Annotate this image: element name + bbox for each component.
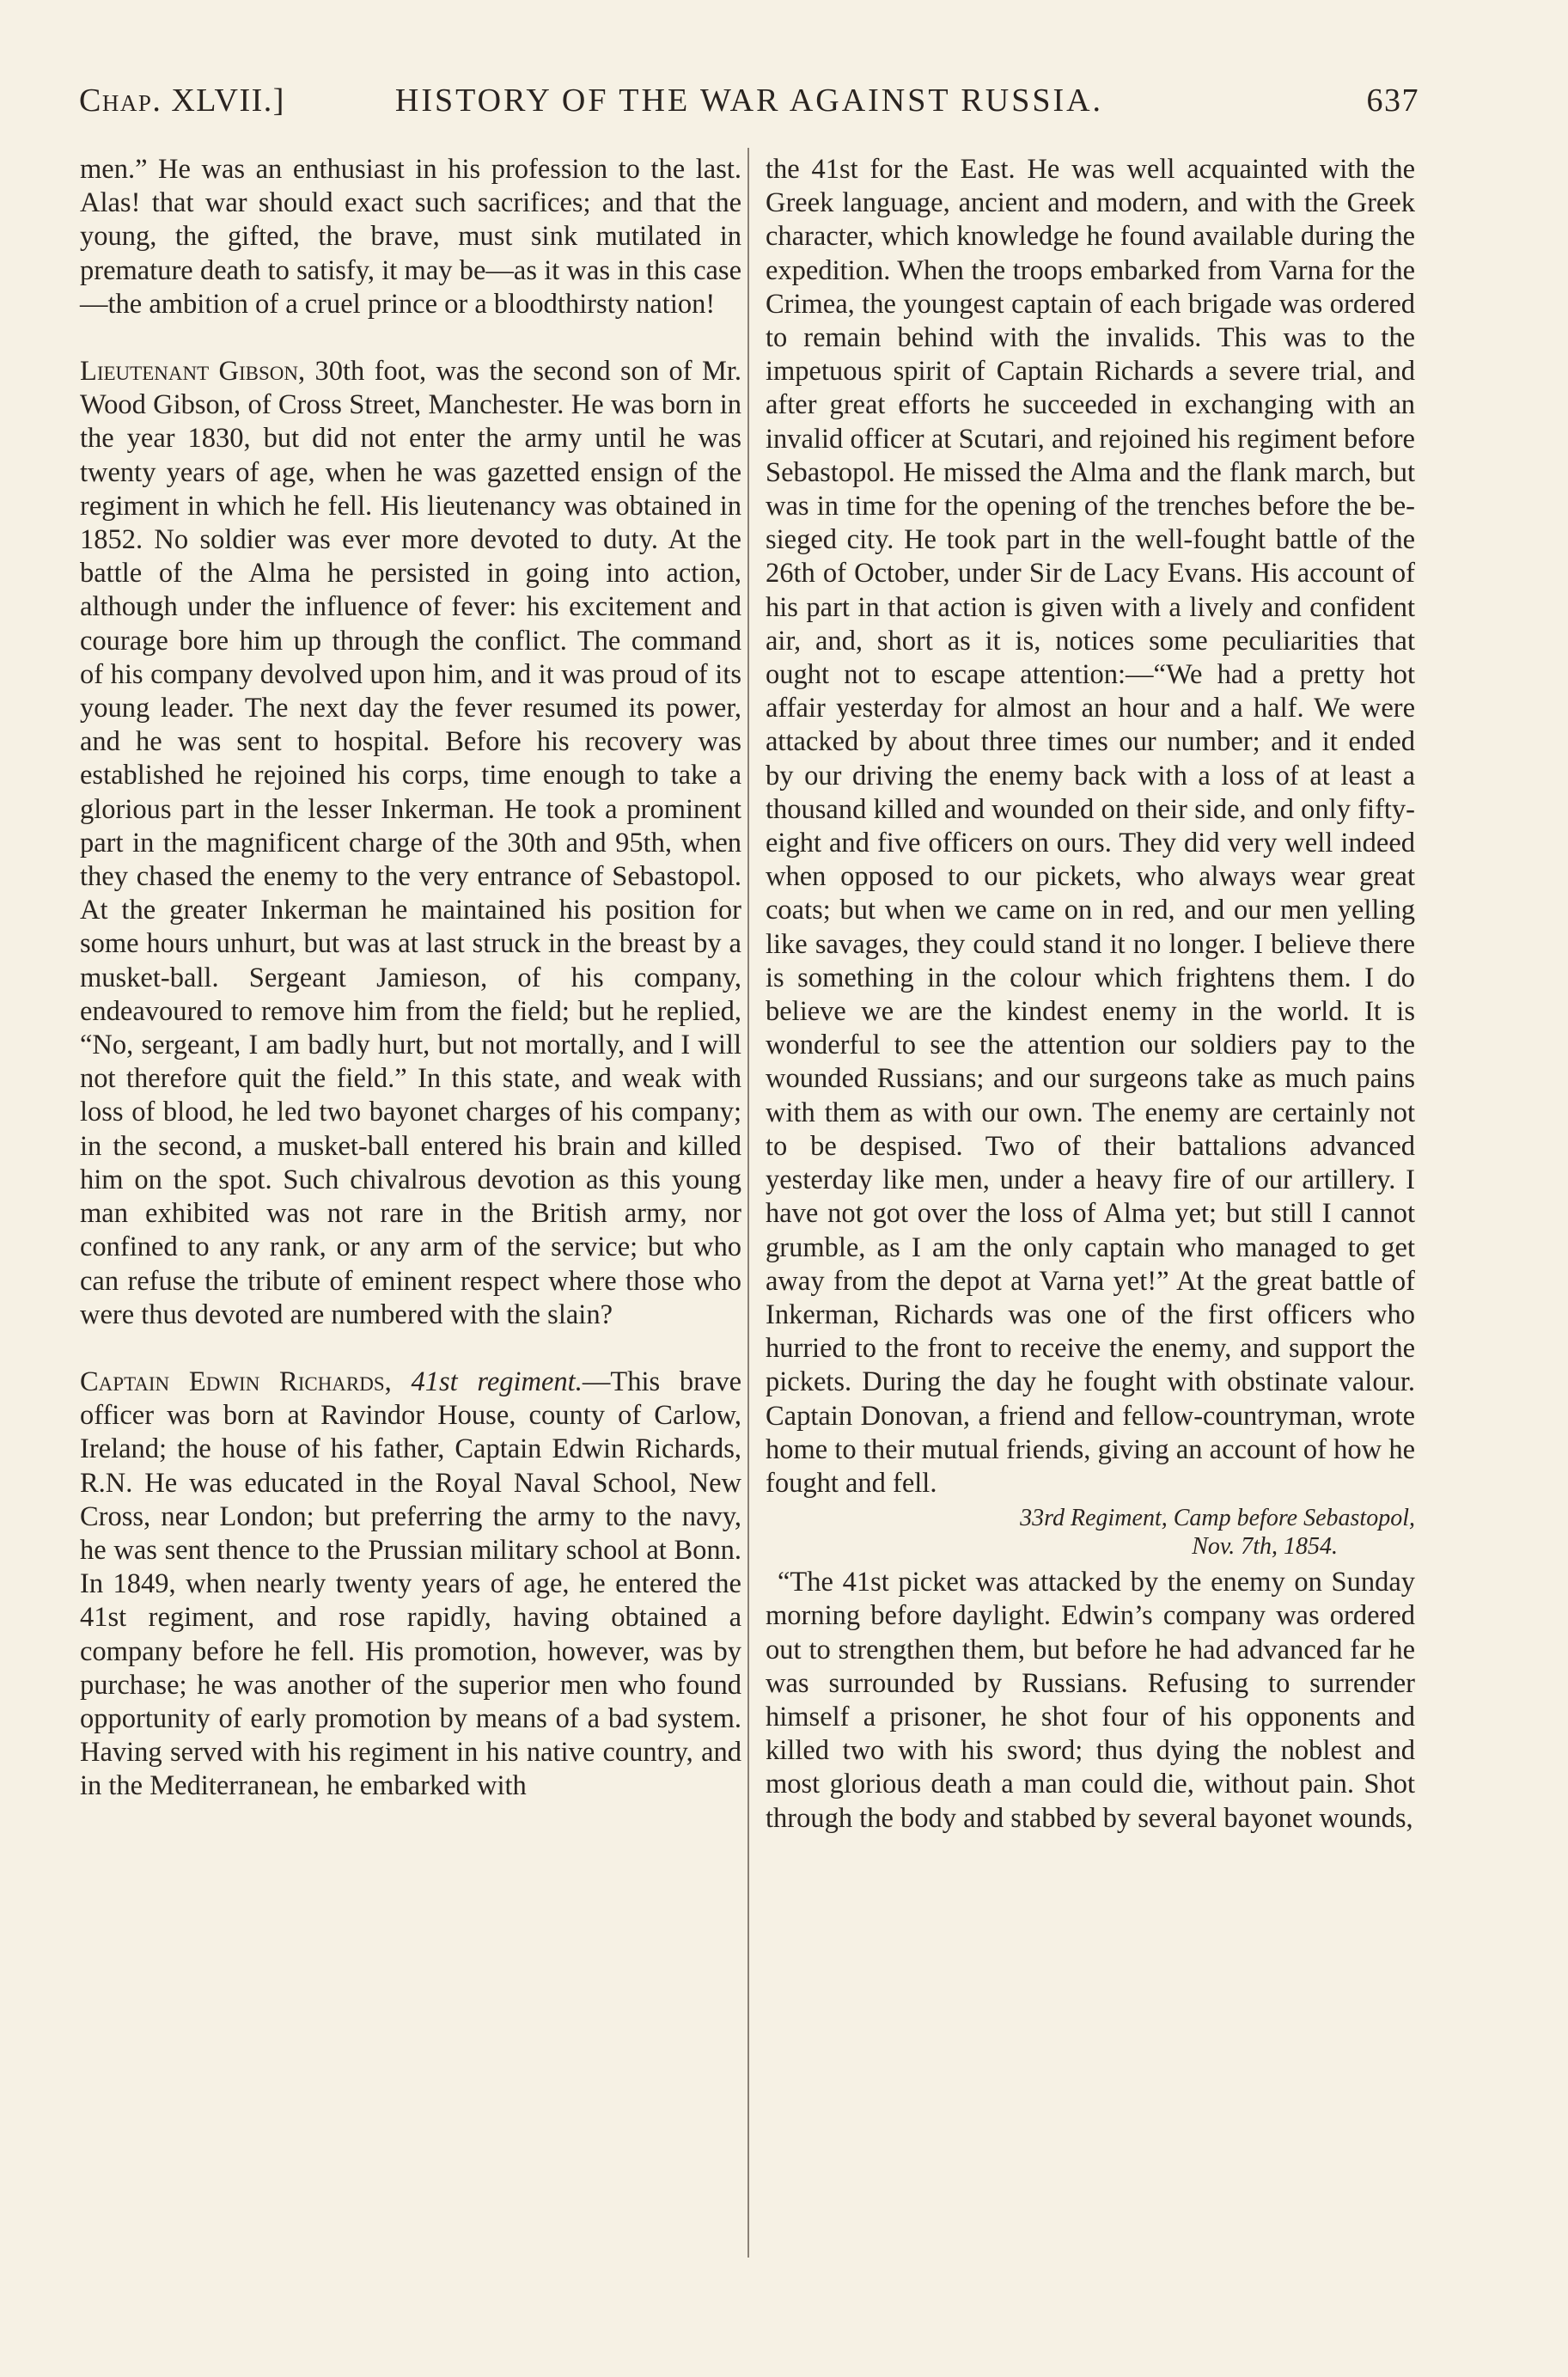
chapter-label: Chap. XLVII.] bbox=[79, 82, 285, 119]
paragraph-letter: “The 41st picket was attacked by the enemy on Sunday morning before daylight. Edwin’s company was ordered out to strengthen them, but before he had advanced far he was surrounded by Russians. Refusing to surrender himself a prisoner, he shot four of his opponents and killed two with his sword; thus dying the noblest and most glorious death a man could die, without pain. Shot through the body and stabbed by several bayonet wounds, bbox=[766, 1567, 1415, 1834]
gibson-name: Lieutenant Gibson, bbox=[80, 356, 306, 388]
right-column bbox=[766, 153, 1415, 1836]
dateline-place: 33rd Regiment, Camp before Sebastopol, bbox=[1020, 1505, 1415, 1532]
left-column bbox=[80, 153, 741, 1804]
gibson-text: 30th foot, was the second son of Mr. Wood Gibson, of Cross Street, Manchester. He was born in the year 1830, but did not enter the army until he was twenty years of age, when he was gazetted ensign of the regiment in which he fell. His lieutenancy was obtained in 1852. No soldier was ever more devoted to duty. At the battle of the Alma he persisted in going into action, although under the influence of fever: his excitement and courage bore him up through the conflict. The command of his company devolved upon him, and it was proud of its young leader. The next day the fever resumed its power, and he was sent to hospital. Before his recovery was established he rejoined his corps, time enough to take a glorious part in the lesser Inkerman. He took a prominent part in the magnificent charge of the 30th and 95th, when they chased the enemy to the very entrance of Sebastopol. At the greater Inkerman he maintained his position for some hours unhurt, but was at last struck in the breast by a musket-ball. Sergeant Jamieson, of his company, endeavoured to remove him from the field; but he replied, “No, sergeant, I am badly hurt, but not mortally, and I will not therefore quit the field.” In this state, and weak with loss of blood, he led two bayonet charges of his company; in the second, a musket-ball entered his brain and killed him on the spot. Such chivalrous devotion as this young man exhibited was not rare in the British army, nor confined to any rank, or any arm of the service; but who can refuse the tribute of eminent respect where those who were thus devoted are numbered with the slain? bbox=[80, 356, 741, 1330]
column-divider bbox=[747, 148, 749, 2258]
running-title: HISTORY OF THE WAR AGAINST RUSSIA. bbox=[394, 82, 1104, 119]
richards-text: —This brave officer was born at Ravindor House, county of Carlow, Ireland; the house of his father, Captain Edwin Richards, R.N. He was educated in the Royal Naval School, New Cross, near London; but preferring the army to the navy, he was sent thence to the Prussian military school at Bonn. In 1849, when nearly twenty years of age, he entered the 41st regiment, and rose rapidly, having obtained a company before he fell. His promotion, however, was by purchase; he was another of the superior men who found opportunity of early promotion by means of a bad system. Having served with his regiment in his native country, and in the Mediterranean, he embarked with bbox=[80, 1366, 742, 1802]
running-header bbox=[79, 82, 1419, 133]
paragraph-wolseley-close: men.” He was an enthusiast in his profession to the last. Alas! that war should exact such sacrifices; and that the young, the gifted, the brave, must sink mutilated in premature death to satisfy, it may be—as it was in this case—the ambition of a cruel prince or a bloodthirsty nation! bbox=[80, 154, 741, 320]
richards-name: Captain Edwin Richards, bbox=[80, 1366, 392, 1397]
paragraph-gibson bbox=[80, 355, 741, 1332]
dateline-date: Nov. 7th, 1854. bbox=[1192, 1533, 1338, 1561]
richards-regiment: 41st regiment. bbox=[391, 1366, 583, 1397]
letter-dateline bbox=[766, 1504, 1415, 1561]
page-number: 637 bbox=[1366, 82, 1419, 119]
paragraph-richards-continued: the 41st for the East. He was well acquainted with the Greek language, ancient and modern, and with the Greek character, which knowledge he found available during the expedition. When the troops embarked from Varna for the Crimea, the youngest captain of each brigade was ordered to remain behind with the invalids. This was to the impetuous spirit of Captain Richards a severe trial, and after great efforts he succeeded in exchanging with an invalid officer at Scutari, and rejoined his regiment before Sebastopol. He missed the Alma and the flank march, but was in time for the opening of the trenches before the besieged city. He took part in the well-fought battle of the 26th of October, under Sir de Lacy Evans. His account of his part in that action is given with a lively and confident air, and, short as it is, notices some peculiarities that ought not to escape attention:—“We had a pretty hot affair yesterday for almost an hour and a half. We were attacked by about three times our number; and it ended by our driving the enemy back with a loss of at least a thousand killed and wounded on their side, and only fifty-eight and five officers on ours. They did very well indeed when opposed to our pickets, who always wear great coats; but when we came on in red, and our men yelling like savages, they could stand it no longer. I believe there is something in the colour which frightens them. I do believe we are the kindest enemy in the world. It is wonderful to see the attention our soldiers pay to the wounded Russians; and our surgeons take as much pains with them as with our own. The enemy are certainly not to be despised. Two of their battalions advanced yesterday like men, under a heavy fire of our artillery. I have not got over the loss of Alma yet; but still I cannot grumble, as I am the only captain who managed to get away from the depot at Varna yet!” At the great battle of Inkerman, Richards was one of the first officers who hurried to the front to receive the enemy, and support the pickets. During the day he fought with obstinate valour. Captain Donovan, a friend and fellow-countryman, wrote home to their mutual friends, giving an account of how he fought and fell. bbox=[766, 154, 1415, 1499]
paragraph-richards bbox=[80, 1366, 741, 1804]
